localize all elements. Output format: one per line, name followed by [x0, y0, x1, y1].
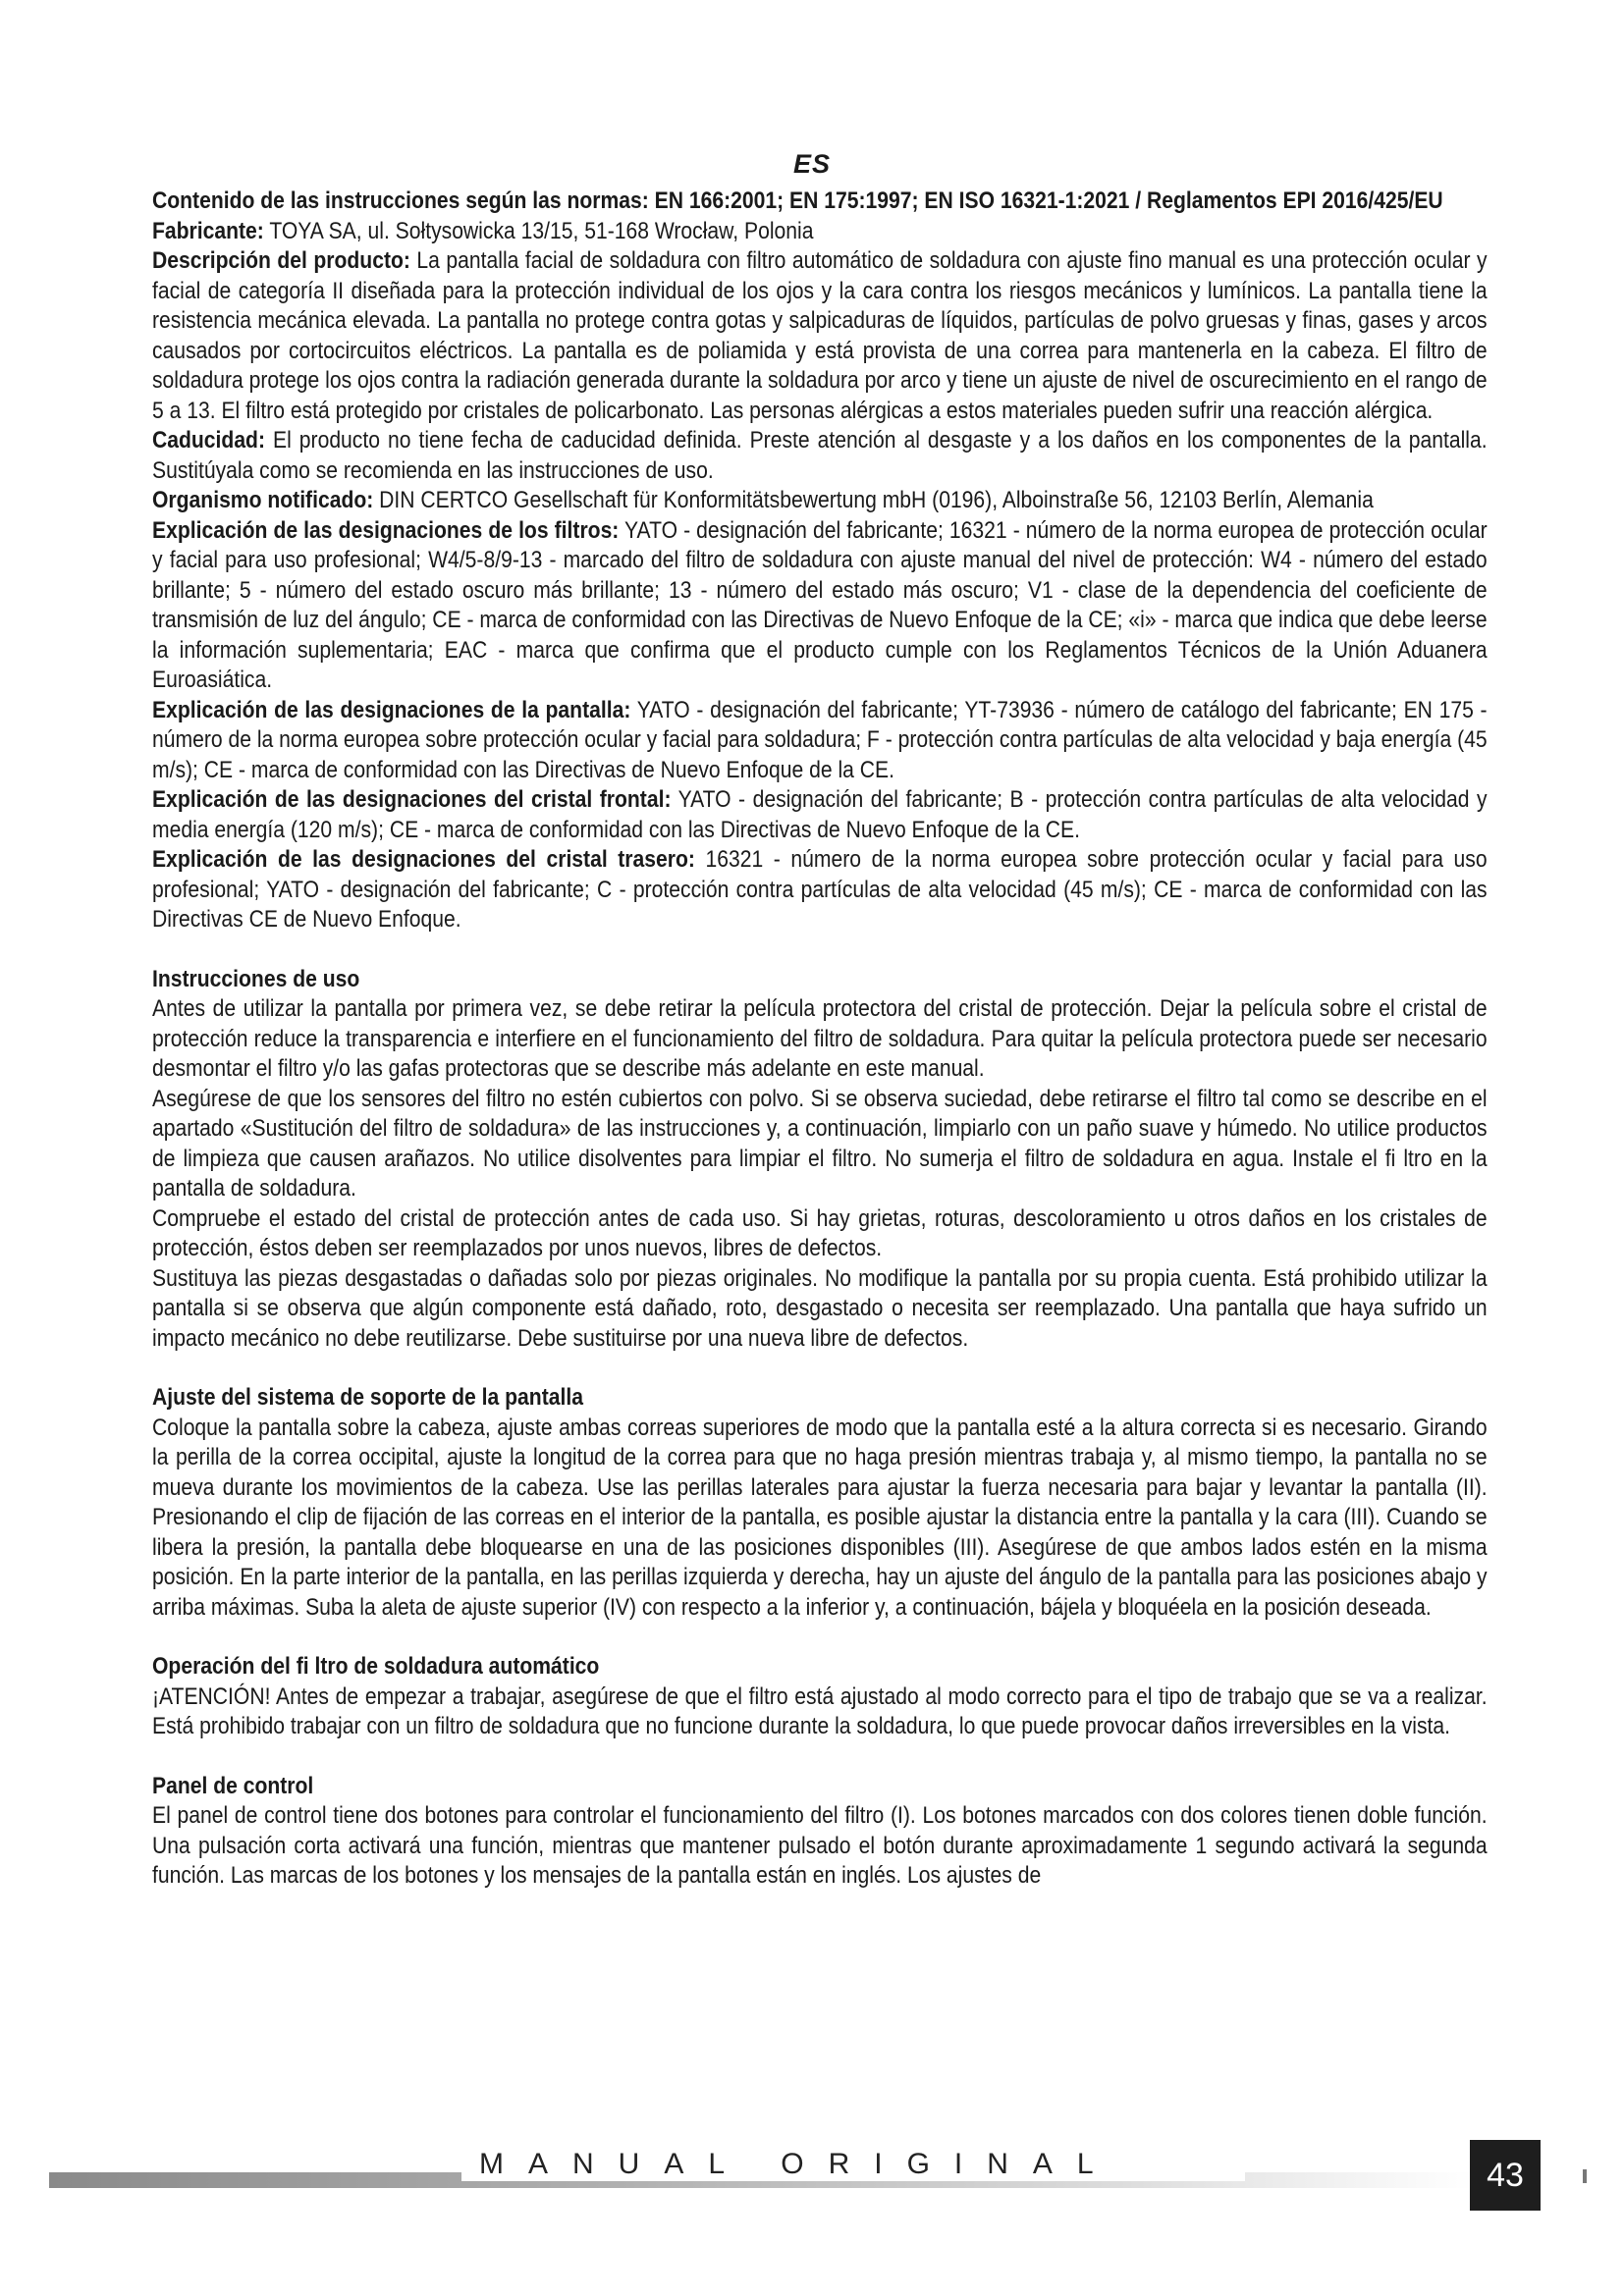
rear-glass-paragraph: [152, 845, 1488, 935]
rear-glass-label: Explicación de las designaciones del cristal trasero:: [152, 846, 695, 873]
rear-glass-text: 16321 - número de la norma europea sobre protección ocular y facial para uso profesional; YATO - designación del fabricante; C - protección contra partículas de alta velocidad (45 m/s); CE - marca de conformidad con las Directivas CE de Nuevo Enfoque.: [152, 846, 1488, 933]
auto-filter-text: ¡ATENCIÓN! Antes de empezar a trabajar, asegúrese de que el filtro está ajustado al modo correcto para el tipo de trabajo que se va a realizar. Está prohibido trabajar con un filtro de soldadura que no funcione durante la soldadura, lo que puede provocar daños irreversibles en la vista.: [152, 1682, 1488, 1739]
filter-designations-paragraph: [152, 516, 1488, 696]
usage-paragraph: Compruebe el estado del cristal de protección antes de cada uso. Si hay grietas, roturas, descoloramiento u otros daños en los cristales de protección, éstos deben ser reemplazados por unos nuevos, libres de defectos.: [152, 1204, 1488, 1261]
screen-designations-text: YATO - designación del fabricante; YT-73936 - número de catálogo del fabricante; EN 175 - número de la norma europea sobre protección ocular y facial para soldadura; F - protección contra partículas de alta velocidad y baja energía (45 m/s); CE - marca de conformidad con las Directivas de Nuevo Enfoque de la CE.: [152, 696, 1488, 783]
control-panel-text: El panel de control tiene dos botones para controlar el funcionamiento del filtro (I). Los botones marcados con dos colores tienen doble función. Una pulsación corta activará una función, mientras que mantener pulsado el botón durante aproximadamente 1 segundo activará la segunda función. Las marcas de los botones y los mensajes de la pantalla están en inglés. Los ajustes de: [152, 1802, 1488, 1889]
expiry-label: Caducidad:: [152, 427, 266, 454]
expiry-paragraph: [152, 426, 1488, 486]
front-glass-text: YATO - designación del fabricante; B - protección contra partículas de alta velocidad y media energía (120 m/s); CE - marca de conformidad con las Directivas de Nuevo Enfoque de la CE.: [152, 786, 1488, 843]
support-adjustment-heading: Ajuste del sistema de soporte de la pantalla: [152, 1384, 583, 1411]
notified-body-text: DIN CERTCO Gesellschaft für Konformitätsbewertung mbH (0196), Alboinstraße 56, 12103 Berlín, Alemania: [373, 487, 1374, 513]
front-glass-label: Explicación de las designaciones del cristal frontal:: [152, 786, 672, 813]
support-adjustment-section: [152, 1383, 1488, 1623]
control-panel-section: [152, 1772, 1488, 1892]
control-panel-heading: Panel de control: [152, 1772, 314, 1799]
document-body: [152, 187, 1488, 1892]
language-code: ES: [792, 149, 832, 179]
manufacturer-label: Fabricante:: [152, 217, 264, 244]
usage-paragraph: Sustituya las piezas desgastadas o dañadas solo por piezas originales. No modifique la pantalla por su propia cuenta. Está prohibido utilizar la pantalla si se observa que algún componente está dañado, roto, desgastado o necesita ser reemplazado. Una pantalla que haya sufrido un impacto mecánico no debe reutilizarse. Debe sustituirse por una nueva libre de defectos.: [152, 1264, 1488, 1352]
support-adjustment-text: Coloque la pantalla sobre la cabeza, ajuste ambas correas superiores de modo que la pantalla esté a la altura correcta si es necesario. Girando la perilla de la correa occipital, ajuste la longitud de la correa para que no haga presión mientras trabaja y, al mismo tiempo, la pantalla no se mueva durante los movimientos de la cabeza. Use las perillas laterales para ajustar la fuerza necesaria para bajar y levantar la pantalla (II). Presionando el clip de fijación de las correas en el interior de la pantalla, es posible ajustar la distancia entre la pantalla y la cara (III). Cuando se libera la presión, la pantalla debe bloquearse en una de las posiciones disponibles (III). Asegúrese de que ambos lados estén en la misma posición. En la parte interior de la pantalla, en las perillas izquierda y derecha, hay un ajuste del ángulo de la pantalla para las posiciones abajo y arriba máximas. Suba la aleta de ajuste superior (IV) con respecto a la inferior y, a continuación, bájela y bloquéela en la posición deseada.: [152, 1414, 1488, 1621]
expiry-text: El producto no tiene fecha de caducidad definida. Preste atención al desgaste y a los daños en los componentes de la pantalla. Sustitúyala como se recomienda en las instrucciones de uso.: [152, 427, 1488, 484]
front-glass-paragraph: [152, 785, 1488, 845]
screen-designations-paragraph: [152, 696, 1488, 786]
edge-mark: [1583, 2169, 1587, 2183]
manufacturer-text: TOYA SA, ul. Sołtysowicka 13/15, 51-168 Wrocław, Polonia: [263, 217, 814, 244]
filter-designations-text: YATO - designación del fabricante; 16321 - número de la norma europea de protección ocular y facial para uso profesional; W4/5-8/9-13 - marcado del filtro de soldadura con ajuste manual del nivel de protección: W4 - número del estado brillante; 5 - número del estado oscuro más brillante; 13 - número del estado más oscuro; V1 - clase de la dependencia del coeficiente de transmisión de luz del ángulo; CE - marca de conformidad con las Directivas de Nuevo Enfoque de la CE; «i» - marca que indica que debe leerse la información suplementaria; EAC - marca que confirma que el producto cumple con los Reglamentos Técnicos de la Unión Aduanera Euroasiática.: [152, 516, 1488, 693]
auto-filter-heading: Operación del fi ltro de soldadura automático: [152, 1653, 600, 1680]
filter-designations-label: Explicación de las designaciones de los filtros:: [152, 516, 620, 544]
manufacturer-paragraph: [152, 217, 1488, 247]
usage-heading: Instrucciones de uso: [152, 965, 360, 992]
page-number: 43: [1470, 2140, 1541, 2211]
footer-manual-label: MANUAL ORIGINAL: [461, 2148, 1245, 2181]
usage-paragraph: Asegúrese de que los sensores del filtro no estén cubiertos con polvo. Si se observa suciedad, debe retirarse el filtro tal como se describe en el apartado «Sustitución del filtro de soldadura» de las instrucciones y, a continuación, limpiarlo con un paño suave y húmedo. No utilice productos de limpieza que causen arañazos. No utilice disolventes para limpiar el filtro. No sumerja el filtro de soldadura en agua. Instale el fi ltro en la pantalla de soldadura.: [152, 1085, 1488, 1201]
usage-paragraph: Antes de utilizar la pantalla por primera vez, se debe retirar la película protectora del cristal de protección. Dejar la película sobre el cristal de protección reduce la transparencia e interfiere en el funcionamiento del filtro de soldadura. Para quitar la película protectora puede ser necesario desmontar el filtro y/o las gafas protectoras que se describe más adelante en este manual.: [152, 995, 1488, 1082]
description-paragraph: [152, 246, 1488, 426]
description-text: La pantalla facial de soldadura con filtro automático de soldadura con ajuste fino manual es una protección ocular y facial de categoría II diseñada para la protección individual de los ojos y la cara contra los riesgos mecánicos y lumínicos. La pantalla tiene la resistencia mecánica elevada. La pantalla no protege contra gotas y salpicaduras de líquidos, partículas de polvo gruesas y finas, gases y arcos causados por cortocircuitos eléctricos. La pantalla es de poliamida y está provista de una correa para mantenerla en la cabeza. El filtro de soldadura protege los ojos contra la radiación generada durante la soldadura por arco y tiene un ajuste de nivel de oscurecimiento en el rango de 5 a 13. El filtro está protegido por cristales de policarbonato. Las personas alérgicas a estos materiales pueden sufrir una reacción alérgica.: [152, 247, 1488, 424]
screen-designations-label: Explicación de las designaciones de la pantalla:: [152, 696, 631, 723]
notified-body-label: Organismo notificado:: [152, 487, 374, 513]
description-label: Descripción del producto:: [152, 247, 410, 274]
usage-section: [152, 965, 1488, 1355]
document-title: Contenido de las instrucciones según las normas: EN 166:2001; EN 175:1997; EN ISO 16321-1:2021 / Reglamentos EPI 2016/425/EU: [152, 187, 1443, 214]
notified-body-paragraph: [152, 486, 1488, 516]
auto-filter-section: [152, 1652, 1488, 1742]
